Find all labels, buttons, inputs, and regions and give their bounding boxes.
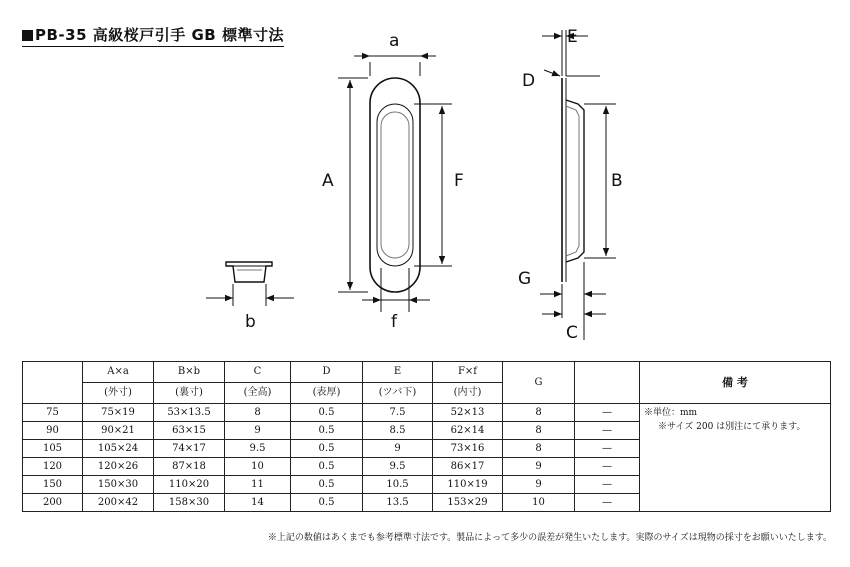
cell-size: 200: [23, 494, 83, 512]
label-F: F: [454, 171, 464, 191]
cell-D: 0.5: [291, 440, 363, 458]
subheader-E: (ツバ下): [363, 383, 433, 404]
cell-C: 9.5: [225, 440, 291, 458]
cell-Bb: 63×15: [154, 422, 225, 440]
cell-Aa: 75×19: [83, 404, 154, 422]
cell-E: 8.5: [363, 422, 433, 440]
cell-E: 7.5: [363, 404, 433, 422]
cell-D: 0.5: [291, 458, 363, 476]
header-Ff: F×f: [433, 362, 503, 383]
cell-C: 9: [225, 422, 291, 440]
cell-extra: —: [575, 422, 640, 440]
label-a: a: [389, 31, 400, 51]
cell-Bb: 53×13.5: [154, 404, 225, 422]
cell-G: 8: [503, 440, 575, 458]
side-body-outline: [566, 100, 584, 262]
cell-Bb: 87×18: [154, 458, 225, 476]
cell-size: 120: [23, 458, 83, 476]
label-E: E: [567, 27, 578, 47]
title-text: PB-35 高級桜戸引手 GB 標準寸法: [35, 26, 284, 44]
subheader-Aa: (外寸): [83, 383, 154, 404]
cell-Aa: 200×42: [83, 494, 154, 512]
cell-Ff: 73×16: [433, 440, 503, 458]
table-header-row: [23, 362, 831, 383]
cell-C: 8: [225, 404, 291, 422]
pull-inner-shadow: [381, 112, 409, 258]
header-E: E: [363, 362, 433, 383]
subheader-D: (表厚): [291, 383, 363, 404]
cell-Bb: 74×17: [154, 440, 225, 458]
cell-Aa: 150×30: [83, 476, 154, 494]
remarks-cell: [640, 404, 831, 512]
cell-C: 11: [225, 476, 291, 494]
cell-G: 8: [503, 404, 575, 422]
header-G: G: [503, 362, 575, 404]
cell-size: 105: [23, 440, 83, 458]
side-body-inner: [566, 106, 579, 256]
arrow-D: [544, 70, 560, 76]
cell-D: 0.5: [291, 494, 363, 512]
cell-extra: —: [575, 476, 640, 494]
subheader-C: (全高): [225, 383, 291, 404]
label-b: b: [245, 312, 256, 332]
cell-G: 8: [503, 422, 575, 440]
header-D: D: [291, 362, 363, 383]
cell-Aa: 105×24: [83, 440, 154, 458]
label-D: D: [522, 71, 536, 91]
cell-D: 0.5: [291, 476, 363, 494]
cell-Aa: 120×26: [83, 458, 154, 476]
cell-extra: —: [575, 404, 640, 422]
header-remarks: 備 考: [640, 362, 831, 404]
cell-D: 0.5: [291, 422, 363, 440]
cell-E: 13.5: [363, 494, 433, 512]
remark-size-200: ※サイズ 200 は別注にて承ります。: [658, 422, 806, 432]
cell-Ff: 153×29: [433, 494, 503, 512]
subheader-Ff: (内寸): [433, 383, 503, 404]
header-extra: [575, 362, 640, 404]
cup-end-view: [226, 262, 272, 282]
cell-size: 90: [23, 422, 83, 440]
pull-inner-outline: [377, 104, 413, 266]
label-G: G: [518, 269, 532, 289]
cell-D: 0.5: [291, 404, 363, 422]
table-row: [23, 404, 831, 422]
cell-Ff: 86×17: [433, 458, 503, 476]
cell-Ff: 52×13: [433, 404, 503, 422]
cell-C: 14: [225, 494, 291, 512]
header-Bb: B×b: [154, 362, 225, 383]
footnote: ※上記の数値はあくまでも参考標準寸法です。製品によって多少の誤差が発生いたします。実際のサイズは現物の採寸をお願いいたします。: [267, 533, 832, 543]
cell-extra: —: [575, 440, 640, 458]
header-Aa: A×a: [83, 362, 154, 383]
cell-size: 75: [23, 404, 83, 422]
header-size: [23, 362, 83, 404]
label-B: B: [611, 171, 623, 191]
remark-unit: ※単位：mm: [644, 408, 698, 418]
label-A: A: [322, 171, 334, 191]
cell-size: 150: [23, 476, 83, 494]
cell-Bb: 158×30: [154, 494, 225, 512]
cell-E: 9.5: [363, 458, 433, 476]
cell-C: 10: [225, 458, 291, 476]
cell-G: 9: [503, 476, 575, 494]
subheader-Bb: (裏寸): [154, 383, 225, 404]
header-C: C: [225, 362, 291, 383]
cell-G: 9: [503, 458, 575, 476]
label-f: f: [391, 312, 397, 332]
cell-E: 9: [363, 440, 433, 458]
label-C: C: [566, 323, 578, 343]
cell-Bb: 110×20: [154, 476, 225, 494]
cell-G: 10: [503, 494, 575, 512]
cell-Ff: 110×19: [433, 476, 503, 494]
cell-extra: —: [575, 458, 640, 476]
cell-Aa: 90×21: [83, 422, 154, 440]
cell-Ff: 62×14: [433, 422, 503, 440]
dimension-table: [22, 361, 831, 512]
cell-extra: —: [575, 494, 640, 512]
cell-E: 10.5: [363, 476, 433, 494]
